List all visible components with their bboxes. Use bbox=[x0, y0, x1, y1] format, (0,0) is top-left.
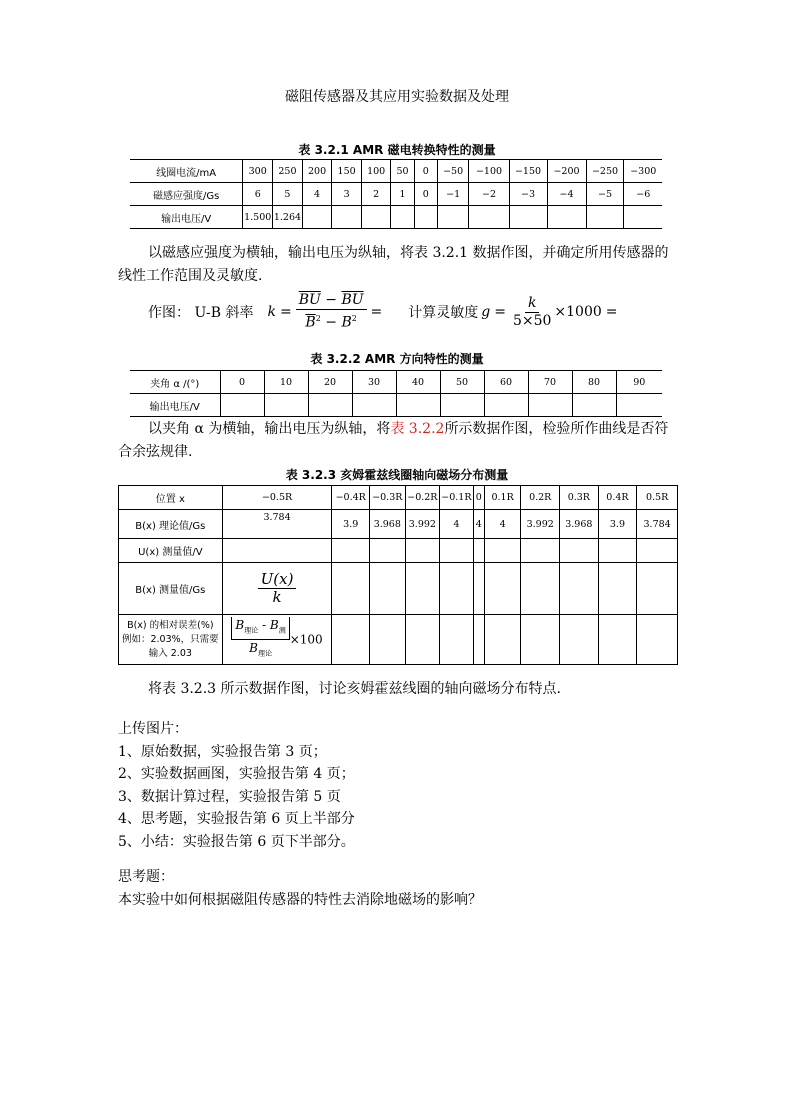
position-cell: 0.5R bbox=[637, 486, 678, 510]
table-cell bbox=[414, 206, 437, 229]
error-formula-cell: $\frac{B_{理论} - B_测}{B_{理论}}$ ×100 bbox=[222, 615, 332, 665]
table-cell: −4 bbox=[547, 183, 586, 206]
table-cell bbox=[370, 615, 406, 665]
table-cell bbox=[370, 563, 406, 615]
upload-heading: 上传图片： bbox=[118, 721, 188, 737]
table-cell: 90 bbox=[616, 371, 662, 394]
table-cell bbox=[484, 563, 521, 615]
table-cell bbox=[560, 539, 599, 563]
row-label: 输出电压/V bbox=[130, 394, 220, 417]
table-cell bbox=[473, 615, 484, 665]
table-cell: 70 bbox=[528, 371, 572, 394]
table-cell: −150 bbox=[509, 160, 547, 183]
row-label: B(x) 的相对误差(%) 例如：2.03%，只需要 输入 2.03 bbox=[119, 615, 223, 665]
table-cell bbox=[405, 563, 440, 615]
table-cell: 40 bbox=[396, 371, 440, 394]
table-cell bbox=[528, 394, 572, 417]
question-heading: 思考题： bbox=[118, 869, 174, 885]
sensitivity-fraction: $\frac{k}{5\times 50}$ bbox=[512, 294, 552, 329]
table1-caption: 表 3.2.1 AMR 磁电转换特性的测量 bbox=[298, 143, 496, 157]
table-cell bbox=[586, 206, 624, 229]
slope-fraction: $\frac{\overline{BU} - \overline{BU}}{\overline{B}^2 - B^2}$ bbox=[296, 292, 367, 332]
table-cell bbox=[222, 539, 332, 563]
upload-section bbox=[118, 718, 355, 853]
row-label: 输出电压/V bbox=[130, 206, 243, 229]
document-title: 磁阻传感器及其应用实验数据及处理 bbox=[285, 89, 509, 105]
table-cell: 3 bbox=[332, 183, 362, 206]
table-cell: 3.968 bbox=[370, 510, 406, 539]
table-cell bbox=[361, 206, 391, 229]
table-cell: 4 bbox=[302, 183, 332, 206]
table3-header-row bbox=[119, 486, 678, 510]
question-text: 本实验中如何根据磁阻传感器的特性去消除地磁场的影响？ bbox=[118, 891, 482, 908]
table-cell bbox=[473, 563, 484, 615]
table-cell: 80 bbox=[572, 371, 616, 394]
table-cell bbox=[616, 394, 662, 417]
row-label: U(x) 测量值/V bbox=[119, 539, 223, 563]
table-cell bbox=[405, 615, 440, 665]
table-cell: 1 bbox=[391, 183, 414, 206]
table-cell: 30 bbox=[352, 371, 396, 394]
table-cell: −200 bbox=[547, 160, 586, 183]
table-cell: 3.9 bbox=[598, 510, 637, 539]
table-cell: 1.264 bbox=[273, 206, 303, 229]
u-over-k-fraction: $\frac{U(x)}{k}$ bbox=[258, 571, 297, 606]
table-cell bbox=[598, 563, 637, 615]
table-cell: −6 bbox=[624, 183, 662, 206]
table-cell bbox=[572, 394, 616, 417]
position-cell: 0.3R bbox=[560, 486, 599, 510]
table-cell: −1 bbox=[437, 183, 469, 206]
table-cell bbox=[560, 563, 599, 615]
table-cell: 3.784 bbox=[637, 510, 678, 539]
upload-item: 4、思考题，实验报告第 6 页上半部分 bbox=[118, 811, 355, 827]
table-cell bbox=[521, 539, 560, 563]
table-reference-link[interactable]: 表 3.2.2 bbox=[390, 421, 445, 437]
row-label: B(x) 测量值/Gs bbox=[119, 563, 223, 615]
table-cell bbox=[332, 563, 370, 615]
row-label: B(x) 理论值/Gs bbox=[119, 510, 223, 539]
position-cell: −0.1R bbox=[440, 486, 474, 510]
upload-item: 2、实验数据画图，实验报告第 4 页； bbox=[118, 766, 355, 782]
table-cell bbox=[598, 539, 637, 563]
table-row bbox=[130, 160, 662, 183]
table-row bbox=[130, 371, 662, 394]
table-cell bbox=[560, 615, 599, 665]
paragraph-plot-instruction-1: 以磁感应强度为横轴，输出电压为纵轴，将表 3.2.1 数据作图，并确定所用传感器的线性工作范围及灵敏度. bbox=[118, 245, 669, 284]
table-cell: 3.992 bbox=[405, 510, 440, 539]
table-cell: 3.968 bbox=[560, 510, 599, 539]
table3-b-row bbox=[119, 563, 678, 615]
table-helmholtz-field bbox=[118, 485, 678, 665]
table-cell: 0 bbox=[414, 183, 437, 206]
table-cell bbox=[547, 206, 586, 229]
table-cell: 3.992 bbox=[521, 510, 560, 539]
table-cell bbox=[405, 539, 440, 563]
table-cell: 3.9 bbox=[332, 510, 370, 539]
table-cell: 60 bbox=[484, 371, 528, 394]
table-cell: −3 bbox=[509, 183, 547, 206]
table-cell: 2 bbox=[361, 183, 391, 206]
slope-formula-line: 作图： U-B 斜率 k = $\frac{\overline{BU} - \overline{BU}}{\overline{B}^2 - B^2}$ = 计算灵敏度 g = $\frac{k}{5\times 50}$ ×1000 = bbox=[148, 292, 618, 331]
table-cell bbox=[437, 206, 469, 229]
position-cell: 0.1R bbox=[484, 486, 521, 510]
formula-equals: = bbox=[279, 304, 292, 320]
table-cell: 5 bbox=[273, 183, 303, 206]
formula-k: k bbox=[267, 304, 276, 320]
upload-item: 3、数据计算过程，实验报告第 5 页 bbox=[118, 788, 341, 805]
position-cell: −0.3R bbox=[370, 486, 406, 510]
table-cell: 4 bbox=[440, 510, 474, 539]
table-row bbox=[130, 206, 662, 229]
position-cell: 0.2R bbox=[521, 486, 560, 510]
table-cell bbox=[521, 563, 560, 615]
table-cell: 6 bbox=[243, 183, 273, 206]
table-cell: 100 bbox=[361, 160, 391, 183]
table-row bbox=[130, 394, 662, 417]
table-cell bbox=[396, 394, 440, 417]
position-cell: 0 bbox=[473, 486, 484, 510]
table-cell: −2 bbox=[469, 183, 509, 206]
sensitivity-label: 计算灵敏度 bbox=[408, 305, 479, 321]
table-cell: 3.784 bbox=[222, 510, 332, 539]
table-cell: −100 bbox=[469, 160, 509, 183]
b-formula-cell bbox=[222, 563, 332, 615]
table-cell: −250 bbox=[586, 160, 624, 183]
table-cell: 4 bbox=[473, 510, 484, 539]
table-cell bbox=[484, 615, 521, 665]
table-cell: 1.500 bbox=[243, 206, 273, 229]
paragraph-plot-instruction-3: 将表 3.2.3 所示数据作图，讨论亥姆霍兹线圈的轴向磁场分布特点. bbox=[148, 681, 561, 697]
table-cell: 300 bbox=[243, 160, 273, 183]
table-cell bbox=[473, 539, 484, 563]
table-cell bbox=[302, 206, 332, 229]
table-cell: −5 bbox=[586, 183, 624, 206]
table-cell bbox=[332, 206, 362, 229]
table-cell: 50 bbox=[391, 160, 414, 183]
table-cell bbox=[264, 394, 308, 417]
table-cell bbox=[391, 206, 414, 229]
table-cell: −300 bbox=[624, 160, 662, 183]
position-cell: −0.2R bbox=[405, 486, 440, 510]
table-cell bbox=[440, 539, 474, 563]
table3-caption: 表 3.2.3 亥姆霍兹线圈轴向磁场分布测量 bbox=[285, 468, 509, 482]
relative-error-fraction: $\frac{B_{理论} - B_测}{B_{理论}}$ bbox=[231, 617, 289, 663]
table-cell: 10 bbox=[264, 371, 308, 394]
table-amr-conversion bbox=[130, 159, 662, 229]
table-row bbox=[130, 183, 662, 206]
row-label: 线圈电流/mA bbox=[130, 160, 243, 183]
table-cell: 200 bbox=[302, 160, 332, 183]
row-label: 夹角 α /(°) bbox=[130, 371, 220, 394]
table-cell bbox=[440, 563, 474, 615]
table-cell bbox=[637, 615, 678, 665]
table-cell bbox=[332, 615, 370, 665]
table-cell bbox=[509, 206, 547, 229]
formula-prefix: 作图： U-B 斜率 bbox=[148, 305, 254, 321]
table3-error-row bbox=[119, 615, 678, 665]
table-cell: 0 bbox=[414, 160, 437, 183]
table3-theory-row bbox=[119, 510, 678, 539]
row-label: 位置 x bbox=[119, 486, 223, 510]
table-cell: −50 bbox=[437, 160, 469, 183]
position-cell: −0.4R bbox=[332, 486, 370, 510]
paragraph-plot-instruction-2: 以夹角 α 为横轴，输出电压为纵轴，将表 3.2.2所示数据作图，检验所作曲线是否符合余弦规律. bbox=[118, 421, 669, 460]
table-cell: 20 bbox=[308, 371, 352, 394]
table-cell bbox=[370, 539, 406, 563]
table-cell bbox=[521, 615, 560, 665]
table2-caption: 表 3.2.2 AMR 方向特性的测量 bbox=[310, 352, 484, 366]
row-label: 磁感应强度/Gs bbox=[130, 183, 243, 206]
table-cell: 50 bbox=[440, 371, 484, 394]
table-cell bbox=[469, 206, 509, 229]
table-cell bbox=[484, 394, 528, 417]
table-cell bbox=[440, 615, 474, 665]
table-cell bbox=[637, 539, 678, 563]
table-cell bbox=[332, 539, 370, 563]
upload-item: 5、小结：实验报告第 6 页下半部分。 bbox=[118, 833, 355, 850]
table-cell bbox=[440, 394, 484, 417]
table-cell: 0 bbox=[220, 371, 264, 394]
question-section bbox=[118, 866, 482, 911]
table-cell bbox=[624, 206, 662, 229]
table-cell: 4 bbox=[484, 510, 521, 539]
upload-item: 1、原始数据，实验报告第 3 页； bbox=[118, 743, 327, 760]
table3-u-row bbox=[119, 539, 678, 563]
position-cell: −0.5R bbox=[222, 486, 332, 510]
table-cell: 150 bbox=[332, 160, 362, 183]
table-cell bbox=[484, 539, 521, 563]
table-cell bbox=[308, 394, 352, 417]
table-cell: 250 bbox=[273, 160, 303, 183]
table-cell bbox=[637, 563, 678, 615]
table-cell bbox=[352, 394, 396, 417]
position-cell: 0.4R bbox=[598, 486, 637, 510]
table-amr-direction bbox=[130, 370, 662, 417]
table-cell bbox=[220, 394, 264, 417]
table-cell bbox=[598, 615, 637, 665]
